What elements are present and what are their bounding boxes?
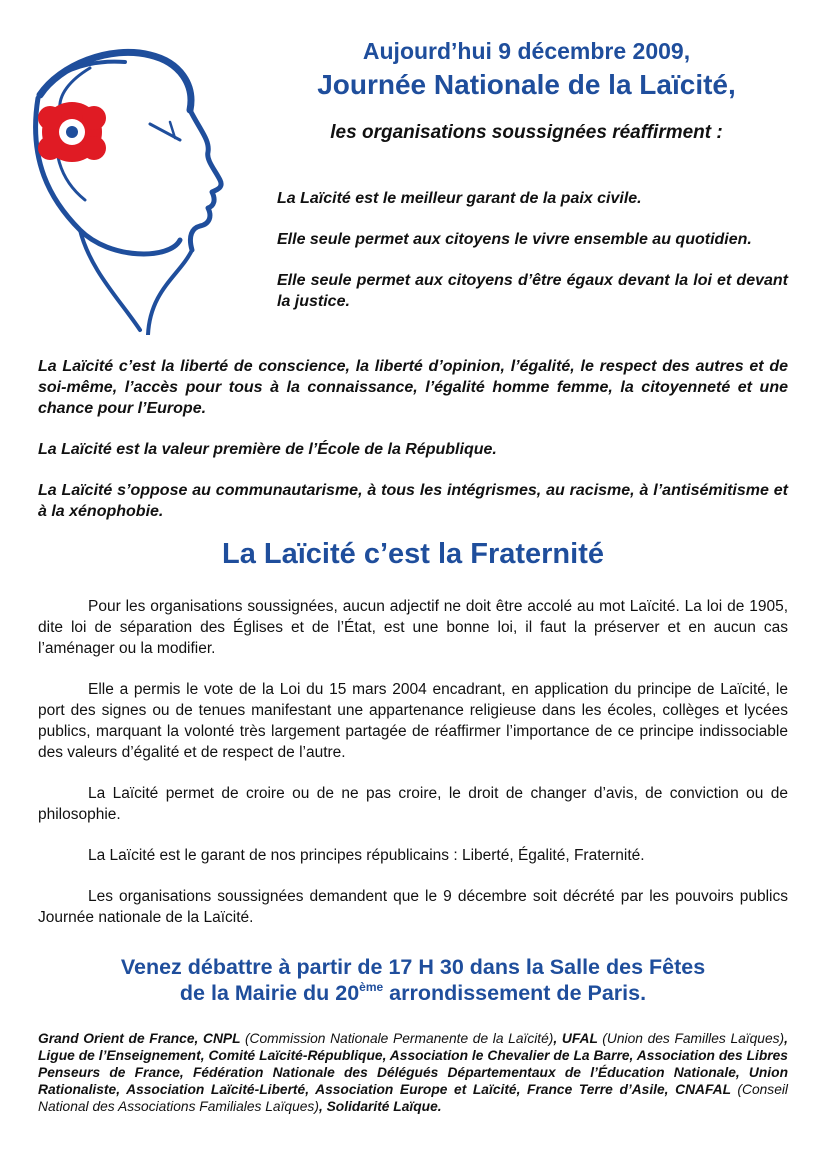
invitation-line-1: Venez débattre à partir de 17 H 30 dans la Salle des Fêtes xyxy=(120,955,706,979)
signatory-text: , Ligue de l’Enseignement, Comité Laïcité-République, Association le Chevalier de La Barre, Association des Libres Penseurs de France, Fédération Nationale des Délégués Départementaux de l’Éducation Nationale, Union Rationaliste, Association Laïcité-Liberté, Association Europe et Laïcité, France Terre d’Asile, CNAFAL xyxy=(38,1031,788,1097)
header xyxy=(265,36,788,144)
statements xyxy=(38,356,788,542)
statement: La Laïcité s’oppose au communautarisme, à tous les intégrismes, au racisme, à l’antisémitisme et à la xénophobie. xyxy=(38,482,788,520)
fraternite-heading: La Laïcité c’est la Fraternité xyxy=(222,538,604,570)
statement: La Laïcité c’est la liberté de conscience, la liberté d’opinion, l’égalité, le respect des autres et de soi-même, l’accès pour tous à la connaissance, l’égalité homme femme, la citoyenneté et une chance pour l’Europe. xyxy=(38,358,788,417)
invitation-line-2 xyxy=(38,980,788,1006)
signatory-text: (Commission Nationale Permanente de la Laïcité) xyxy=(244,1031,554,1046)
intro-line: les organisations soussignées réaffirment : xyxy=(330,122,723,143)
invitation xyxy=(38,954,788,1006)
invitation-text: de la Mairie du 20 xyxy=(179,981,360,1005)
signatory-text: Grand Orient de France, CNPL xyxy=(38,1031,245,1046)
affirmation: Elle seule permet aux citoyens d’être égaux devant la loi et devant la justice. xyxy=(277,272,788,310)
body-paragraph: Pour les organisations soussignées, aucun adjectif ne doit être accolé au mot Laïcité. La loi de 1905, dite loi de séparation des Églises et de l’État, est une bonne loi, il faut la préserver et en aucun cas l’aménager ou la modifier. xyxy=(38,598,788,657)
affirmations xyxy=(277,188,788,332)
body-paragraph: La Laïcité est le garant de nos principes républicains : Liberté, Égalité, Fraternité. xyxy=(88,847,645,864)
body-paragraph: Elle a permis le vote de la Loi du 15 mars 2004 encadrant, en application du principe de Laïcité, le port des signes ou de tenues manifestant une appartenance religieuse dans les écoles, collèges et lycées publics, marquant la volonté très largement partagée de réaffirmer l’importance de ce principe indissociable des valeurs d’égalité et de respect de l’autre. xyxy=(38,681,788,761)
ordinal-suffix: ème xyxy=(359,980,384,994)
marianne-logo xyxy=(30,40,250,335)
statement: La Laïcité est la valeur première de l’École de la République. xyxy=(38,441,497,458)
signatory-text: (Union des Familles Laïques) xyxy=(602,1031,785,1046)
affirmation: La Laïcité est le meilleur garant de la paix civile. xyxy=(277,190,642,207)
invitation-text: arrondissement de Paris. xyxy=(383,981,647,1005)
body-text xyxy=(38,596,788,948)
signatory-text: (Conseil National des Associations Familiales Laïques) xyxy=(38,1082,788,1114)
page-title: Journée Nationale de la Laïcité, xyxy=(317,69,736,100)
signatory-text: , UFAL xyxy=(553,1031,603,1046)
body-paragraph: Les organisations soussignées demandent que le 9 décembre soit décrété par les pouvoirs publics Journée nationale de la Laïcité. xyxy=(38,888,788,926)
signatories xyxy=(38,1030,788,1115)
date-line: Aujourd’hui 9 décembre 2009, xyxy=(362,38,691,64)
affirmation: Elle seule permet aux citoyens le vivre ensemble au quotidien. xyxy=(277,231,752,248)
body-paragraph: La Laïcité permet de croire ou de ne pas croire, le droit de changer d’avis, de conviction ou de philosophie. xyxy=(38,785,788,823)
signatory-text: , Solidarité Laïque. xyxy=(318,1099,442,1114)
flower-icon xyxy=(38,102,106,162)
